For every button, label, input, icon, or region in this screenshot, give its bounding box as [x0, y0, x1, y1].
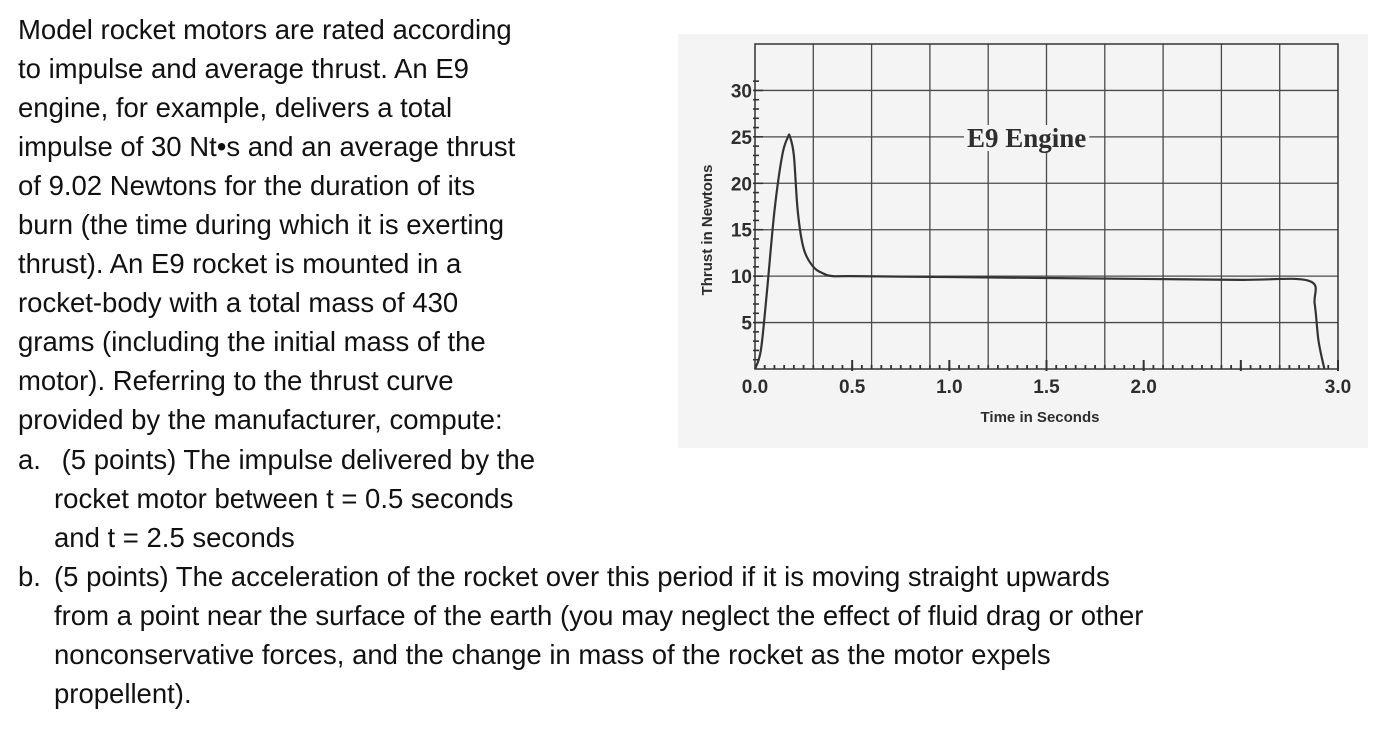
x-tick-label: 3.0: [1324, 377, 1352, 398]
question-item-b: [18, 557, 1386, 713]
intro-line: grams (including the initial mass of the: [18, 326, 486, 357]
thrust-curve-figure: [678, 34, 1368, 448]
item-line: rocket motor between t = 0.5 seconds: [54, 483, 514, 514]
y-tick-labels: [731, 81, 753, 334]
y-tick-label: 5: [741, 313, 752, 335]
y-tick-label: 15: [730, 220, 752, 242]
x-axis-title: Time in Seconds: [980, 409, 1100, 426]
item-letter: b.: [18, 561, 41, 592]
item-line: and t = 2.5 seconds: [54, 522, 295, 553]
intro-line: engine, for example, delivers a total: [18, 92, 453, 123]
intro-line: provided by the manufacturer, compute:: [18, 404, 503, 435]
thrust-curve-chart: [678, 34, 1368, 448]
item-text: [54, 440, 678, 557]
problem-intro: [18, 10, 658, 439]
x-tick-label: 1.5: [1033, 377, 1060, 398]
y-tick-label: 30: [730, 81, 752, 103]
y-tick-label: 10: [730, 267, 752, 289]
intro-line: of 9.02 Newtons for the duration of its: [18, 170, 476, 201]
item-line: nonconservative forces, and the change in mass of the rocket as the motor expels: [54, 639, 1051, 670]
intro-line: Model rocket motors are rated according: [18, 14, 512, 45]
intro-line: motor). Referring to the thrust curve: [18, 365, 454, 396]
x-tick-labels: [742, 377, 1351, 398]
intro-line: rocket-body with a total mass of 430: [18, 287, 459, 318]
intro-line: thrust). An E9 rocket is mounted in a: [18, 248, 462, 279]
item-line: from a point near the surface of the earth (you may neglect the effect of fluid drag or other: [54, 600, 1144, 631]
item-text: [54, 557, 1386, 713]
thrust-curve-line: [755, 135, 1324, 369]
intro-line: impulse of 30 Nt•s and an average thrust: [18, 131, 516, 162]
intro-line: burn (the time during which it is exerting: [18, 209, 505, 240]
engine-label: E9 Engine: [967, 123, 1087, 153]
item-line: propellent).: [54, 678, 192, 709]
item-letter: a.: [18, 444, 41, 475]
x-tick-label: 2.0: [1130, 377, 1157, 398]
y-axis-title: Thrust in Newtons: [699, 164, 716, 296]
item-line: (5 points) The acceleration of the rocket over this period if it is moving straight upwards: [54, 561, 1110, 592]
question-item-a: [18, 440, 678, 557]
grid: [755, 44, 1338, 369]
intro-line: to impulse and average thrust. An E9: [18, 53, 469, 84]
x-tick-label: 0.5: [838, 377, 866, 398]
y-tick-label: 25: [730, 127, 752, 149]
y-tick-label: 20: [730, 174, 752, 196]
item-line: (5 points) The impulse delivered by the: [54, 444, 535, 475]
x-tick-label: 1.0: [936, 377, 963, 398]
x-tick-label: 0.0: [741, 377, 769, 398]
